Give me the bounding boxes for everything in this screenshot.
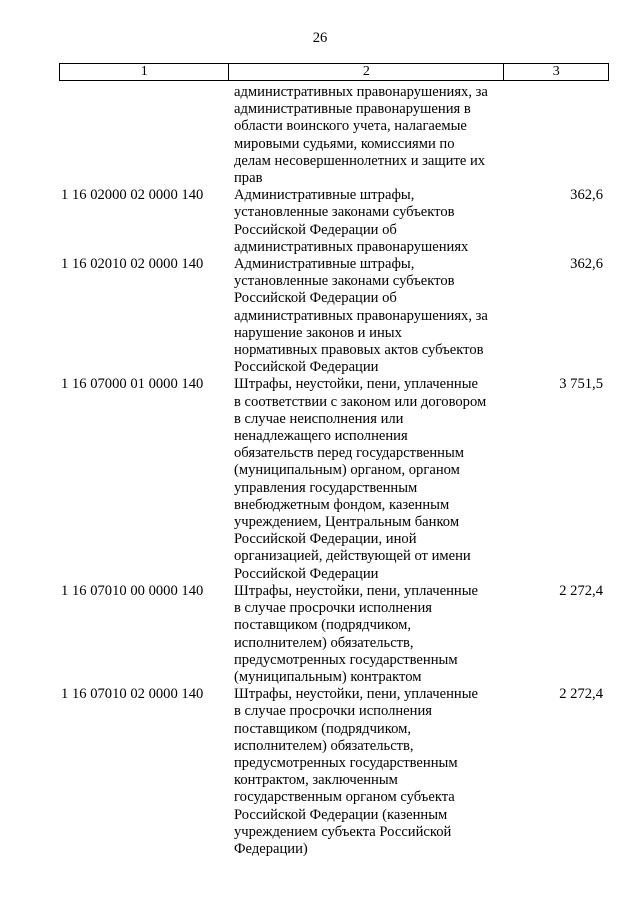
budget-code: 1 16 02000 02 0000 140: [61, 187, 204, 204]
description-line: области воинского учета, налагаемые: [234, 118, 467, 135]
description-line: поставщиком (подрядчиком,: [234, 617, 411, 634]
budget-code: 1 16 07010 00 0000 140: [61, 582, 204, 599]
description-line: управления государственным: [234, 479, 418, 496]
description-line: установленные законами субъектов: [234, 204, 455, 221]
description-line: контрактом, заключенным: [234, 772, 398, 789]
description-line: Российской Федерации: [234, 359, 379, 376]
amount: 2 272,4: [559, 582, 603, 599]
revenue-description: [234, 686, 510, 858]
budget-code: [59, 84, 234, 187]
description-line: прав: [234, 170, 263, 187]
description-line: Штрафы, неустойки, пени, уплаченные: [234, 582, 479, 599]
description-line: (муниципальным) контрактом: [234, 668, 422, 685]
description-line: в случае просрочки исполнения: [234, 600, 432, 617]
description-line: делам несовершеннолетних и защите их: [234, 152, 486, 169]
budget-code: 1 16 07010 02 0000 140: [61, 686, 204, 703]
budget-code: 1 16 07000 01 0000 140: [61, 376, 204, 393]
description-line: в соответствии с законом или договором: [234, 393, 487, 410]
description-line: установленные законами субъектов: [234, 273, 455, 290]
description-line: исполнителем) обязательств,: [234, 634, 414, 651]
table-row: [59, 84, 609, 187]
description-line: поставщиком (подрядчиком,: [234, 720, 411, 737]
description-line: Российской Федерации об: [234, 221, 397, 238]
description-line: государственным органом субъекта: [234, 789, 455, 806]
description-line: внебюджетным фондом, казенным: [234, 496, 450, 513]
table-row: [59, 686, 609, 858]
description-line: Административные штрафы,: [234, 187, 415, 204]
description-line: Федерации): [234, 840, 308, 857]
table-header: [59, 63, 609, 81]
description-line: нормативных правовых актов субъектов: [234, 342, 484, 359]
description-line: (муниципальным) органом, органом: [234, 462, 460, 479]
description-line: предусмотренных государственным: [234, 754, 458, 771]
description-line: нарушение законов и иных: [234, 324, 402, 341]
description-line: обязательств перед государственным: [234, 445, 465, 462]
table-row: [59, 187, 609, 256]
description-line: Административные штрафы,: [234, 256, 415, 273]
revenue-description: [234, 187, 510, 256]
amount: 2 272,4: [559, 686, 603, 703]
header-col-1: 1: [60, 64, 229, 80]
description-line: в случае просрочки исполнения: [234, 703, 432, 720]
description-line: Российской Федерации, иной: [234, 531, 417, 548]
page-number: 26: [312, 30, 328, 46]
description-line: предусмотренных государственным: [234, 651, 458, 668]
revenue-table: [59, 63, 609, 858]
header-col-3: 3: [504, 64, 609, 80]
revenue-description: [234, 256, 510, 376]
description-line: исполнителем) обязательств,: [234, 737, 414, 754]
description-line: Российской Федерации: [234, 565, 379, 582]
description-line: Штрафы, неустойки, пени, уплаченные: [234, 376, 479, 393]
description-line: Российской Федерации об: [234, 290, 397, 307]
description-line: ненадлежащего исполнения: [234, 428, 408, 445]
amount: 3 751,5: [559, 376, 603, 393]
description-line: организацией, действующей от имени: [234, 548, 471, 565]
amount: 362,6: [570, 256, 603, 273]
revenue-description: [234, 583, 510, 686]
description-line: мировыми судьями, комиссиями по: [234, 135, 455, 152]
description-line: Российской Федерации (казенным: [234, 806, 448, 823]
table-row: [59, 256, 609, 376]
description-line: Штрафы, неустойки, пени, уплаченные: [234, 686, 479, 703]
table-body: [59, 84, 609, 858]
revenue-description: [234, 84, 510, 187]
table-row: [59, 376, 609, 582]
amount: 362,6: [570, 187, 603, 204]
description-line: учреждением, Центральным банком: [234, 514, 460, 531]
header-col-2: 2: [229, 64, 504, 80]
budget-code: 1 16 02010 02 0000 140: [61, 256, 204, 273]
table-row: [59, 583, 609, 686]
amount: [510, 84, 609, 187]
description-line: административных правонарушениях, за: [234, 307, 488, 324]
revenue-description: [234, 376, 510, 582]
description-line: в случае неисполнения или: [234, 410, 404, 427]
description-line: административные правонарушения в: [234, 101, 471, 118]
description-line: административных правонарушениях, за: [234, 84, 488, 100]
description-line: учреждением субъекта Российской: [234, 823, 452, 840]
description-line: административных правонарушениях: [234, 238, 469, 255]
